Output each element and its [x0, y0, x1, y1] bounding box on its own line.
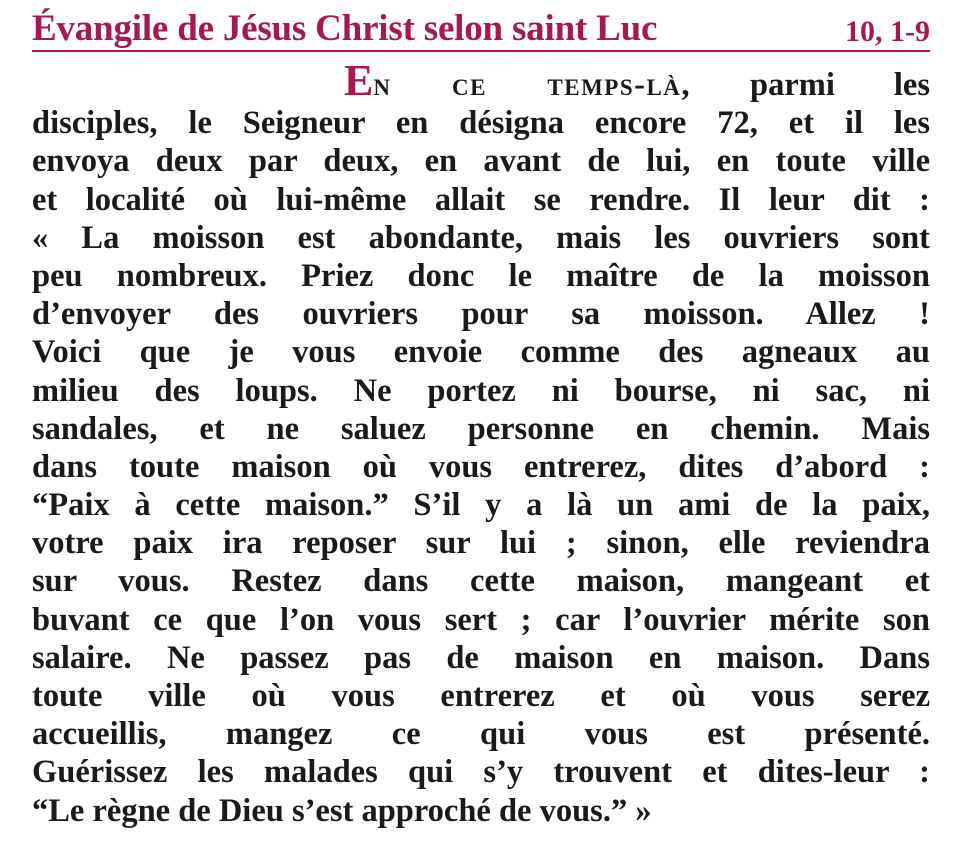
- header: [32, 0, 930, 52]
- scripture-reference: 10, 1-9: [845, 15, 930, 48]
- drop-cap: E: [344, 56, 374, 105]
- passage-line: sandales, et ne saluez personne en chemin. Mais: [32, 410, 930, 447]
- passage-line: d’envoyer des ouvriers pour sa moisson. Allez !: [32, 296, 930, 333]
- passage-line: buvant ce que l’on vous sert ; car l’ouvrier mérite son: [32, 601, 930, 638]
- gospel-title: Évangile de Jésus Christ selon saint Luc: [32, 8, 658, 49]
- passage-line: et localité où lui-même allait se rendre. Il leur dit :: [32, 181, 930, 218]
- passage-line: accueillis, mangez ce qui vous est présenté.: [32, 716, 930, 753]
- passage-line: Voici que je vous envoie comme des agneaux au: [32, 334, 930, 371]
- passage-line: peu nombreux. Priez donc le maître de la moisson: [32, 257, 930, 294]
- passage-line: [32, 56, 930, 105]
- passage-line: toute ville où vous entrerez et où vous serez: [32, 678, 930, 714]
- gospel-page: [32, 0, 930, 865]
- passage-line: dans toute maison où vous entrerez, dites d’abord :: [32, 448, 930, 485]
- passage-line: votre paix ira reposer sur lui ; sinon, elle reviendra: [32, 525, 930, 562]
- passage-line: Guérissez les malades qui s’y trouvent et dites-leur :: [32, 754, 930, 791]
- passage-line: envoya deux par deux, en avant de lui, en toute ville: [32, 143, 930, 180]
- passage-line: “Le règne de Dieu s’est approché de vous.” »: [32, 792, 652, 829]
- gospel-passage: [32, 56, 930, 830]
- passage-line-text: parmi les: [750, 67, 930, 103]
- passage-line: milieu des loups. Ne portez ni bourse, ni sac, ni: [32, 372, 930, 409]
- passage-line: “Paix à cette maison.” S’il y a là un ami de la paix,: [32, 487, 930, 524]
- passage-line: salaire. Ne passez pas de maison en maison. Dans: [32, 639, 930, 676]
- passage-line: disciples, le Seigneur en désigna encore 72, et il les: [32, 105, 930, 142]
- opening-words: n ce temps-là,: [373, 67, 692, 103]
- passage-line: sur vous. Restez dans cette maison, mangeant et: [32, 563, 930, 600]
- passage-line: « La moisson est abondante, mais les ouvriers sont: [32, 219, 930, 256]
